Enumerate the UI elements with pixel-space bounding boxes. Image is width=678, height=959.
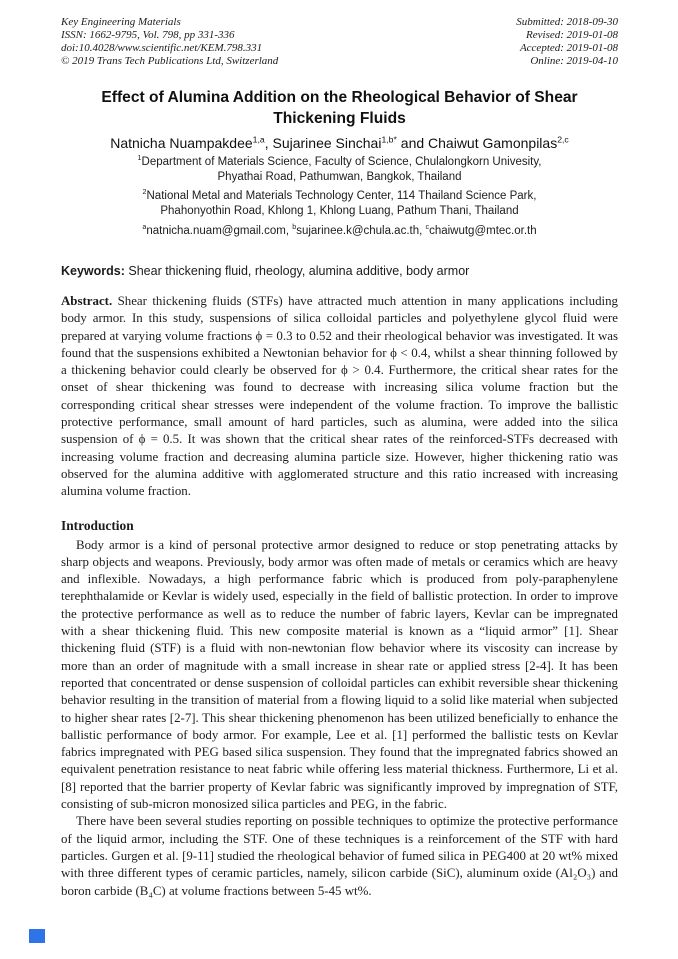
paper-title — [61, 87, 618, 129]
abstract-paragraph — [61, 293, 618, 501]
affiliation-1-marker: 1 — [137, 154, 142, 163]
submitted-date: Submitted: 2018-09-30 — [516, 16, 618, 28]
email-address-3: chaiwutg@mtec.or.th — [429, 225, 537, 237]
email-marker-c: c — [425, 223, 430, 232]
email-address-1: natnicha.nuam@gmail.com, — [146, 225, 293, 237]
affiliation-1 — [61, 155, 618, 185]
introduction-paragraph-2: There have been several studies reporting on possible techniques to optimize the protective performance of the liquid armor, including the STF. One of these techniques is a reinforcement of the STF with hard particles. Gurgen et al. [9-11] studied the rheological behavior of fumed silica in PEG400 at 20 wt% mixed with three different types of ceramic particles, namely, silicon carbide (SiC), aluminum oxide (Al₂O₃) and boron carbide (B₄C) at volume fractions between 5-45 wt%. — [61, 814, 618, 898]
journal-name: Key Engineering Materials — [61, 16, 181, 28]
author-emails — [61, 224, 618, 239]
authors-line — [61, 134, 618, 152]
author-marker-2: 1,b* — [381, 134, 397, 145]
author-name-3: Chaiwut Gamonpilas — [428, 135, 558, 151]
journal-doi: doi:10.4028/www.scientific.net/KEM.798.331 — [61, 42, 263, 54]
journal-masthead — [61, 16, 618, 68]
email-marker-a: a — [142, 223, 147, 232]
affiliation-2-text: National Metal and Materials Technology Center, 114 Thailand Science Park, — [146, 190, 537, 202]
introduction-paragraph-1: Body armor is a kind of personal protective armor designed to reduce or stop penetrating attacks by sharp objects and weapons. Previously, body armor was often made of metals or ceramics which are heavy and inflexible. Nowadays, a high performance fabric which is produced from poly-paraphenylene terephthalamide or Kevlar is widely used, especially in the field of ballistic protection. In order to improve the protective performance as well as to reduce the number of fabric layers, Kevlar can be impregnated with a shear thickening fluid. This new composite material is known as a “liquid armor” [1]. Shear thickening fluid (STF) is a fluid with non-newtonian flow behavior where its viscosity can increase by more than an order of magnitude with a small increase in shear rate or applied stress [2-4]. It has been reported that concentrated or dense suspension of colloidal particles can exhibit reversible shear thickening behavior resulting in the transition of material from a flowing liquid to a solid like material when subjected to higher shear rates [2-7]. This shear thickening phenomenon has been utilized beneficially to enhance the ballistic performance of body armor. For example, Lee et al. [1] performed the ballistic tests on Kevlar fabrics impregnated with PEG based silica suspension. They found that the impregnated fabrics showed an equivalent penetration resistance to neat fabric while offering less material thickness. Furthermore, Li et al. [8] reported that the barrier property of Kevlar fabric was significantly improved by impregnation of STF, consisting of sub-micron monosized silica particles and PEG, in the fabric. — [61, 537, 618, 812]
introduction-heading: Introduction — [61, 517, 134, 533]
abstract-label: Abstract. — [61, 294, 113, 308]
email-marker-b: b — [292, 223, 297, 232]
keywords-label: Keywords: — [61, 264, 125, 278]
affiliation-1-text: Department of Materials Science, Faculty of Science, Chulalongkorn Univesity, — [141, 156, 542, 168]
affiliation-1-line-2: Phyathai Road, Pathumwan, Bangkok, Thailand — [217, 171, 462, 183]
keywords-list: Shear thickening fluid, rheology, alumina additive, body armor — [124, 264, 470, 278]
journal-copyright: © 2019 Trans Tech Publications Ltd, Switzerland — [61, 55, 279, 67]
paper-title-line-1: Effect of Alumina Addition on the Rheological Behavior of Shear — [101, 89, 578, 106]
paper-title-line-2: Thickening Fluids — [273, 110, 406, 127]
affiliation-2 — [61, 189, 618, 219]
affiliation-1-line-1 — [61, 155, 618, 170]
author-marker-3: 2,c — [557, 134, 569, 145]
author-separator: , — [264, 135, 273, 151]
accepted-date: Accepted: 2019-01-08 — [519, 42, 618, 54]
author-name-1: Natnicha Nuampakdee — [110, 135, 253, 151]
journal-info — [61, 16, 278, 68]
affiliation-2-marker: 2 — [142, 188, 147, 197]
affiliation-2-line-2: Phahonyothin Road, Khlong 1, Khlong Luang, Pathum Thani, Thailand — [160, 205, 519, 217]
revised-date: Revised: 2019-01-08 — [526, 29, 618, 41]
online-date: Online: 2019-04-10 — [530, 55, 618, 67]
author-separator: and — [396, 135, 429, 151]
email-address-2: sujarinee.k@chula.ac.th, — [296, 225, 426, 237]
abstract-text: Shear thickening fluids (STFs) have attracted much attention in many applications including body armor. In this study, suspensions of silica colloidal particles and polyethylene glycol fluid were prepared at varying volume fractions ϕ = 0.3 to 0.52 and their rheological behavior was investigated. It was found that the suspensions exhibited a Newtonian behavior for ϕ < 0.4, whilst a shear thinning followed by a thickening behavior could clearly be observed for ϕ > 0.4. Furthermore, the critical shear rates for the onset of shear thickening was found to decrease with increasing silica volume fraction but the corresponding critical shear stresses were independent of the volume fraction. To improve the ballistic protective performance, small amount of hard particles, such as alumina, were added into the silica suspension of ϕ = 0.5. It was shown that the critical shear rates of the reinforced-STFs decreased with increasing volume fraction and decreasing alumina particle size. However, higher thickening ratio was observed for the alumina additive with agglomerated structure and this ratio increased with increasing alumina volume fraction. — [61, 294, 618, 499]
keywords-line — [61, 263, 618, 279]
submission-dates — [516, 16, 618, 68]
corner-link-badge — [29, 929, 45, 943]
journal-issn-volume: ISSN: 1662-9795, Vol. 798, pp 331-336 — [61, 29, 235, 41]
author-marker-1: 1,a — [252, 134, 265, 145]
affiliation-2-line-1 — [61, 189, 618, 204]
author-name-2: Sujarinee Sinchai — [272, 135, 382, 151]
